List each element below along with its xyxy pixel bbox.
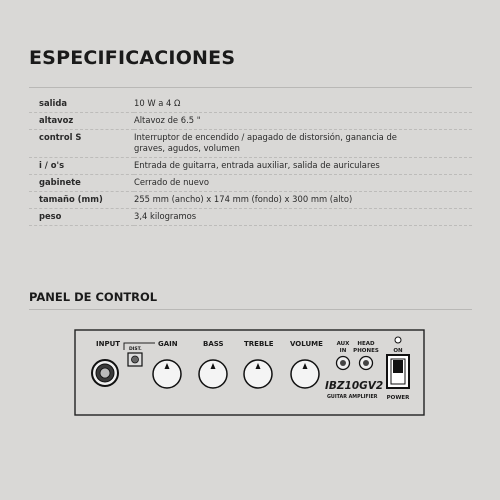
spec-key: altavoz bbox=[29, 113, 134, 130]
power-led-icon bbox=[395, 337, 401, 343]
spec-key: tamaño (mm) bbox=[29, 192, 134, 209]
volume-label: VOLUME bbox=[290, 340, 323, 348]
headphones-jack-hole bbox=[363, 360, 369, 366]
headphones-label-line2: PHONES bbox=[353, 348, 379, 354]
treble-label: TREBLE bbox=[244, 340, 274, 348]
specs-title: ESPECIFICACIONES bbox=[29, 47, 236, 69]
spec-key: salida bbox=[29, 96, 134, 113]
spec-value: 255 mm (ancho) x 174 mm (fondo) x 300 mm (alto) bbox=[134, 192, 472, 209]
dist-label: DIST. bbox=[129, 347, 142, 352]
spec-key: peso bbox=[29, 209, 134, 226]
aux-label-line2: IN bbox=[339, 348, 347, 354]
spec-value: Interruptor de encendido / apagado de distorsión, ganancia de graves, agudos, volumen bbox=[134, 130, 472, 158]
model-name: IBZ10GV2 bbox=[325, 380, 384, 392]
panel-title: PANEL DE CONTROL bbox=[29, 290, 158, 304]
spec-value: Entrada de guitarra, entrada auxiliar, salida de auriculares bbox=[134, 158, 472, 175]
power-label: POWER bbox=[386, 395, 410, 401]
spec-key: control S bbox=[29, 130, 134, 158]
spec-value: 10 W a 4 Ω bbox=[134, 96, 472, 113]
dist-switch-button bbox=[132, 356, 139, 363]
bass-label: BASS bbox=[203, 340, 224, 348]
spec-value: Altavoz de 6.5 " bbox=[134, 113, 472, 130]
spec-key: i / o's bbox=[29, 158, 134, 175]
model-subtitle: GUITAR AMPLIFIER bbox=[327, 395, 378, 400]
power-rocker bbox=[393, 360, 403, 373]
spec-value: Cerrado de nuevo bbox=[134, 175, 472, 192]
aux-label-line1: AUX bbox=[336, 341, 350, 347]
headphones-label-line1: HEAD bbox=[357, 341, 375, 347]
input-jack-hole bbox=[100, 368, 110, 378]
spec-key: gabinete bbox=[29, 175, 134, 192]
gain-label: GAIN bbox=[158, 340, 178, 348]
on-label: ON bbox=[393, 348, 403, 354]
input-label: INPUT bbox=[96, 340, 121, 348]
spec-value: 3,4 kilogramos bbox=[134, 209, 472, 226]
aux-jack-hole bbox=[340, 360, 346, 366]
